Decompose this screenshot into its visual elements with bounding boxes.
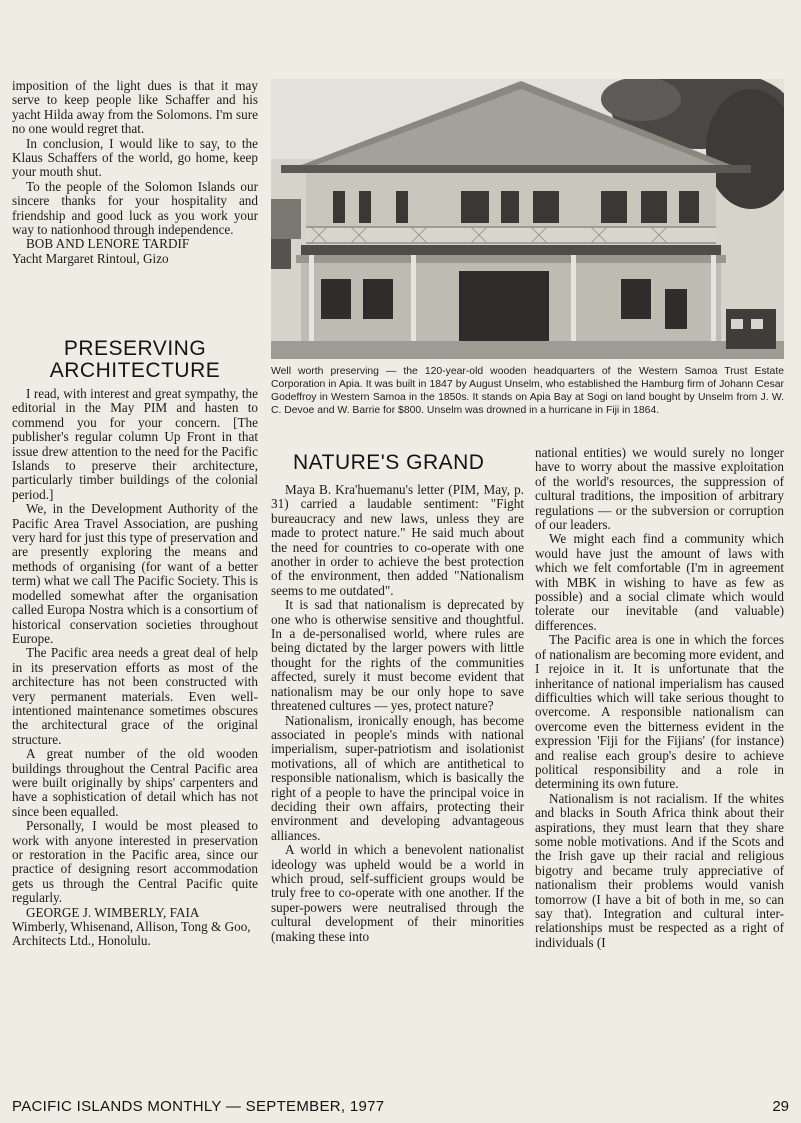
- nature-column-1: [271, 483, 524, 944]
- letter-paragraph: imposition of the light dues is that it may serve to keep people like Schaffer and his yacht Hilda away from the Solomons. I'm sure no one would regret that.: [12, 78, 258, 137]
- photo-caption: Well worth preserving — the 120-year-old wooden headquarters of the Western Samoa Trust Estate Corporation in Apia. It was built in 1847 by August Unselm, who established the Hamburg firm of Johann Cesar Godeffroy in Western Samoa in the 1850s. It stands on Apia Bay at Sogi on land bought by Unselm from J. W. C. Devoe and W. Barrie for $800. Unselm was drowned in a hurricane in Fiji in 1864.: [271, 366, 784, 416]
- nature-paragraph: Maya B. Kra'huemanu's letter (PIM, May, p. 31) carried a laudable sentiment: "Fight bureaucracy and new laws, unless they are made to protect nature." He said much about the need for countries to co-operate with one another in order to achieve the best protection of the environment, then added "Nationalism seems to me outdated".: [271, 482, 524, 598]
- nature-paragraph: Nationalism is not racialism. If the whites and blacks in South Africa think about their aspirations, they must learn that they share some noble motivations. And if the Scots and the Irish gave up their racial and religious bigotry and became truly appreciative of nationalism their problems would vanish tomorrow (I have a bit of both in me, so can say that). Integration and cultural inter-relationships must be respected as a right of individuals (I: [535, 790, 784, 950]
- preserving-signature-place: Architects Ltd., Honolulu.: [12, 933, 151, 949]
- nature-heading: NATURE'S GRAND: [293, 451, 485, 474]
- preserving-heading: [12, 338, 258, 382]
- footer-title: PACIFIC ISLANDS MONTHLY — SEPTEMBER, 1977: [12, 1098, 385, 1115]
- nature-paragraph: Nationalism, ironically enough, has become associated in people's minds with national imperialism, super-patriotism and isolationist motivations, all of which are antithetical to responsible nationalism, which is basically the right of a people to have the principal voice in deciding their own affairs, protecting their environment and developing advantageous alliances.: [271, 712, 524, 843]
- nature-column-2: [535, 446, 784, 950]
- preserving-signature-name: GEORGE J. WIMBERLY, FAIA: [26, 904, 200, 920]
- preserving-heading-line-2: ARCHITECTURE: [49, 359, 221, 382]
- nature-paragraph: The Pacific area is one in which the forces of nationalism are becoming more evident, and I rejoice in it. It is unfortunate that the inheritance of national imperialism has caused difficulties which will take serious thought to overcome. A responsible nationalism can overcome even the bitterness evident in the expression 'Fiji for the Fijians' (for instance) and realise each group's desire to achieve political responsibility and a role in determining its own future.: [535, 632, 784, 792]
- letter-signature-place: Yacht Margaret Rintoul, Gizo: [12, 250, 169, 266]
- nature-paragraph: It is sad that nationalism is deprecated by one who is otherwise sensitive and thoughtful. In a de-personalised world, where rules are being dictated by the larger powers with little thought for the rights of the communities affected, surely it must become evident that nationalism may be our only hope to save threatened cultures — yes, protect nature?: [271, 597, 524, 714]
- letter-paragraph: In conclusion, I would like to say, to the Klaus Schaffers of the world, go home, keep your mouth shut.: [12, 135, 258, 180]
- letter-signature-name: BOB AND LENORE TARDIF: [26, 236, 190, 252]
- preserving-paragraph: We, in the Development Authority of the Pacific Area Travel Association, are pushing very hard for just this type of preservation and are presently exploring the means and methods of organising (for want of a better term) what we call The Pacific Society. This is modelled somewhat after the organisation called Europa Nostra which is a consortium of historical conservation societies throughout Europe.: [12, 501, 258, 646]
- page-number: 29: [772, 1098, 789, 1115]
- column-1: [12, 79, 258, 266]
- preserving-signature-firm: Wimberly, Whisenand, Allison, Tong & Goo,: [12, 919, 251, 935]
- letter-paragraph: To the people of the Solomon Islands our sincere thanks for your hospitality and friendship and good luck as you work your way to nationhood through independence.: [12, 178, 258, 238]
- nature-paragraph: A world in which a benevolent nationalist ideology was upheld would be a world in which proud, self-sufficient groups would be truly free to co-operate with one another. If the super-powers were neutralised through the cultural development of their minorities (making these into: [271, 842, 524, 944]
- nature-paragraph: We might each find a community which would have just the amount of laws with which we felt comfortable (I'm in agreement with MBK in wishing to have as few as possible) and a social climate which would tolerate our inevitable (and valuable) differences.: [535, 531, 784, 633]
- nature-paragraph: national entities) we would surely no longer have to worry about the massive exploitation of the world's resources, the suppression of cultural traditions, the imposition of arbitrary regulations — or the subversion or corruption of our leaders.: [535, 445, 784, 533]
- preserving-paragraph: The Pacific area needs a great deal of help in its preservation efforts as most of the architecture has not been constructed with very permanent materials. Even well-intentioned maintenance sometimes obscures the architectural grace of the original structure.: [12, 645, 258, 747]
- preserving-paragraph: I read, with interest and great sympathy, the editorial in the May PIM and hasten to commend you for your concern. [The publisher's regular column Up Front in that issue drew attention to the need for the Pacific Islands to preserve their architecture, particularly timber buildings of the colonial period.]: [12, 386, 258, 502]
- preserving-paragraph: A great number of the old wooden buildings throughout the Central Pacific area were built originally by ships' carpenters and have a sophistication of detail which has not since been equalled.: [12, 746, 258, 819]
- building-photo: [271, 79, 784, 359]
- preserving-heading-line-1: PRESERVING: [63, 337, 207, 360]
- preserving-article: [12, 387, 258, 949]
- preserving-paragraph: Personally, I would be most pleased to work with anyone interested in preservation or restoration in the Pacific area, since our practice of designing resort accommodation gets us through the Central Pacific quite regularly.: [12, 818, 258, 906]
